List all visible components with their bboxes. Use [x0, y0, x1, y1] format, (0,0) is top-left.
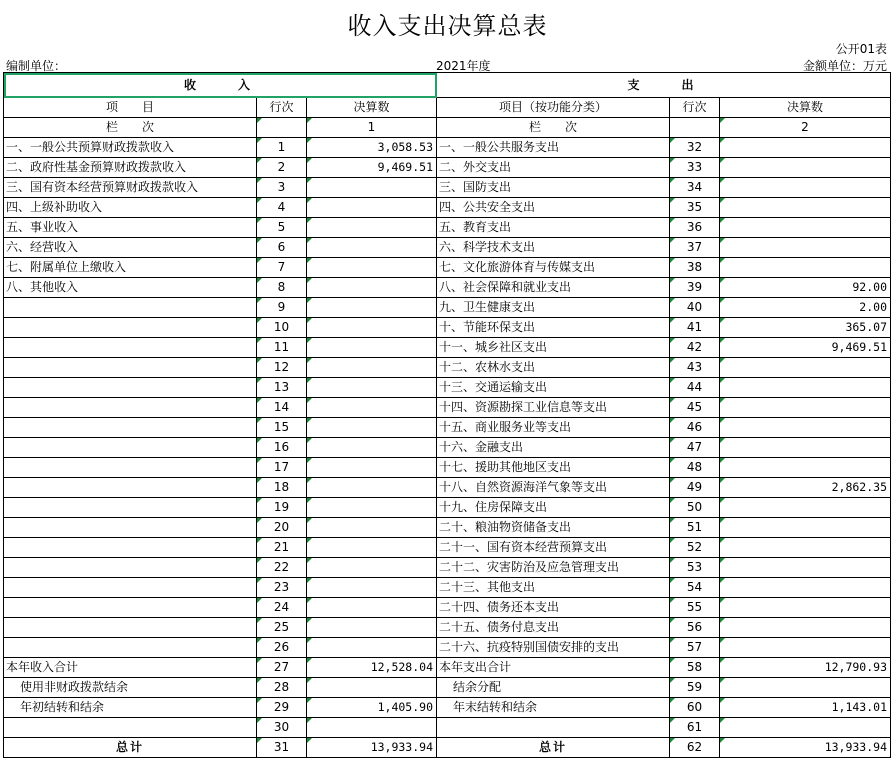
- expense-amount[interactable]: [720, 538, 891, 558]
- expense-item[interactable]: 二十三、其他支出: [437, 578, 670, 598]
- income-amount[interactable]: [307, 598, 437, 618]
- income-item[interactable]: 八、其他收入: [4, 278, 257, 298]
- expense-item[interactable]: 十九、住房保障支出: [437, 498, 670, 518]
- expense-line-no[interactable]: 56: [670, 618, 720, 638]
- income-amount[interactable]: [307, 638, 437, 658]
- income-amount[interactable]: 1,405.90: [307, 698, 437, 718]
- expense-item[interactable]: 二十、粮油物资储备支出: [437, 518, 670, 538]
- expense-item[interactable]: 十六、金融支出: [437, 438, 670, 458]
- expense-item[interactable]: [437, 718, 670, 738]
- expense-line-no[interactable]: 39: [670, 278, 720, 298]
- expense-line-no[interactable]: 58: [670, 658, 720, 678]
- income-line-no[interactable]: 29: [257, 698, 307, 718]
- table-row: [4, 478, 891, 498]
- income-amount[interactable]: [307, 558, 437, 578]
- table-row: [4, 218, 891, 238]
- expense-item[interactable]: 十一、城乡社区支出: [437, 338, 670, 358]
- expense-amount[interactable]: 2.00: [720, 298, 891, 318]
- expense-item[interactable]: 结余分配: [437, 678, 670, 698]
- income-line-no[interactable]: 24: [257, 598, 307, 618]
- income-item[interactable]: [4, 438, 257, 458]
- income-item[interactable]: [4, 538, 257, 558]
- table-row: [4, 458, 891, 478]
- expense-amount[interactable]: 2,862.35: [720, 478, 891, 498]
- expense-amount[interactable]: 12,790.93: [720, 658, 891, 678]
- table-row: [4, 498, 891, 518]
- income-line-no[interactable]: 19: [257, 498, 307, 518]
- income-item[interactable]: [4, 298, 257, 318]
- income-amount[interactable]: [307, 258, 437, 278]
- expense-line-no[interactable]: 42: [670, 338, 720, 358]
- item-header[interactable]: 项 目: [4, 98, 257, 118]
- income-item[interactable]: [4, 318, 257, 338]
- table-row: [4, 698, 891, 718]
- line-no-header-2[interactable]: 行次: [670, 98, 720, 118]
- expense-item[interactable]: 本年支出合计: [437, 658, 670, 678]
- expense-item[interactable]: 四、公共安全支出: [437, 198, 670, 218]
- income-line-no[interactable]: 17: [257, 458, 307, 478]
- income-item[interactable]: [4, 638, 257, 658]
- expense-line-no[interactable]: 50: [670, 498, 720, 518]
- income-amount[interactable]: 12,528.04: [307, 658, 437, 678]
- expense-item[interactable]: 二、外交支出: [437, 158, 670, 178]
- income-item[interactable]: [4, 358, 257, 378]
- expense-line-no[interactable]: 49: [670, 478, 720, 498]
- column-label-2[interactable]: 栏 次: [437, 118, 670, 138]
- expense-amount[interactable]: [720, 678, 891, 698]
- income-item[interactable]: 三、国有资本经营预算财政拨款收入: [4, 178, 257, 198]
- expense-item[interactable]: 年末结转和结余: [437, 698, 670, 718]
- expense-item[interactable]: 二十六、抗疫特别国债安排的支出: [437, 638, 670, 658]
- expense-line-no[interactable]: 48: [670, 458, 720, 478]
- income-total-label[interactable]: 总计: [4, 738, 257, 758]
- income-line-no[interactable]: 12: [257, 358, 307, 378]
- expense-item[interactable]: 一、一般公共服务支出: [437, 138, 670, 158]
- table-row: [4, 418, 891, 438]
- income-line-no[interactable]: 21: [257, 538, 307, 558]
- expense-line-no[interactable]: 41: [670, 318, 720, 338]
- expense-line-no[interactable]: 35: [670, 198, 720, 218]
- income-item[interactable]: 本年收入合计: [4, 658, 257, 678]
- income-amount[interactable]: [307, 578, 437, 598]
- expense-amount[interactable]: 365.07: [720, 318, 891, 338]
- income-item[interactable]: 六、经营收入: [4, 238, 257, 258]
- expense-item[interactable]: 二十四、债务还本支出: [437, 598, 670, 618]
- income-item[interactable]: 二、政府性基金预算财政拨款收入: [4, 158, 257, 178]
- income-amount[interactable]: 3,058.53: [307, 138, 437, 158]
- expense-line-no[interactable]: 38: [670, 258, 720, 278]
- income-line-no[interactable]: 23: [257, 578, 307, 598]
- expense-item[interactable]: 九、卫生健康支出: [437, 298, 670, 318]
- income-amount[interactable]: [307, 178, 437, 198]
- income-amount[interactable]: [307, 298, 437, 318]
- table-row: [4, 138, 891, 158]
- expense-amount[interactable]: [720, 418, 891, 438]
- income-line-no[interactable]: 10: [257, 318, 307, 338]
- income-amount[interactable]: [307, 198, 437, 218]
- expense-amount[interactable]: [720, 258, 891, 278]
- income-line-no[interactable]: 6: [257, 238, 307, 258]
- budget-table: [3, 72, 891, 758]
- expense-amount[interactable]: [720, 618, 891, 638]
- column-number-2[interactable]: 2: [720, 118, 891, 138]
- expense-item[interactable]: 十三、交通运输支出: [437, 378, 670, 398]
- table-row: [4, 678, 891, 698]
- income-item[interactable]: [4, 718, 257, 738]
- expense-amount[interactable]: [720, 198, 891, 218]
- unit-label: 编制单位：: [6, 59, 67, 73]
- income-item[interactable]: [4, 398, 257, 418]
- table-row: [4, 598, 891, 618]
- table-row: [4, 258, 891, 278]
- income-amount[interactable]: [307, 678, 437, 698]
- expense-item[interactable]: 二十一、国有资本经营预算支出: [437, 538, 670, 558]
- expense-line-no[interactable]: 60: [670, 698, 720, 718]
- income-line-no[interactable]: 9: [257, 298, 307, 318]
- expense-line-no[interactable]: 55: [670, 598, 720, 618]
- column-label[interactable]: 栏 次: [4, 118, 257, 138]
- table-row: [4, 538, 891, 558]
- expense-line-no[interactable]: 33: [670, 158, 720, 178]
- income-line-no[interactable]: 2: [257, 158, 307, 178]
- income-line-no[interactable]: 20: [257, 518, 307, 538]
- table-row: [4, 518, 891, 538]
- expense-amount[interactable]: [720, 518, 891, 538]
- expense-amount[interactable]: [720, 138, 891, 158]
- expense-item[interactable]: 二十五、债务付息支出: [437, 618, 670, 638]
- table-row: [4, 438, 891, 458]
- expense-amount[interactable]: [720, 718, 891, 738]
- table-row: [4, 238, 891, 258]
- table-row: [4, 638, 891, 658]
- expense-total-label[interactable]: 总计: [437, 738, 670, 758]
- income-amount[interactable]: [307, 478, 437, 498]
- expense-amount[interactable]: [720, 178, 891, 198]
- income-total-amount[interactable]: 13,933.94: [307, 738, 437, 758]
- expense-amount[interactable]: [720, 498, 891, 518]
- income-line-no[interactable]: 26: [257, 638, 307, 658]
- expense-line-no[interactable]: 59: [670, 678, 720, 698]
- table-row: [4, 558, 891, 578]
- expense-item[interactable]: 十、节能环保支出: [437, 318, 670, 338]
- expense-line-no[interactable]: 51: [670, 518, 720, 538]
- expense-amount[interactable]: [720, 378, 891, 398]
- expense-line-no[interactable]: 36: [670, 218, 720, 238]
- expense-amount[interactable]: [720, 158, 891, 178]
- income-amount[interactable]: [307, 338, 437, 358]
- form-number: 公开01表: [835, 42, 887, 56]
- expense-amount[interactable]: 92.00: [720, 278, 891, 298]
- income-amount[interactable]: [307, 538, 437, 558]
- income-line-no[interactable]: 8: [257, 278, 307, 298]
- income-amount[interactable]: [307, 398, 437, 418]
- table-row: [4, 618, 891, 638]
- expense-item[interactable]: 十七、援助其他地区支出: [437, 458, 670, 478]
- expense-total-line-no[interactable]: 62: [670, 738, 720, 758]
- item-by-function-header[interactable]: 项目（按功能分类）: [437, 98, 670, 118]
- line-no-header[interactable]: 行次: [257, 98, 307, 118]
- expense-section-header[interactable]: 支 出: [437, 73, 891, 98]
- income-line-no[interactable]: 3: [257, 178, 307, 198]
- report-title: 收入支出决算总表: [347, 12, 548, 40]
- expense-amount[interactable]: [720, 558, 891, 578]
- income-item[interactable]: 五、事业收入: [4, 218, 257, 238]
- table-row: [4, 318, 891, 338]
- expense-amount[interactable]: [720, 438, 891, 458]
- income-item[interactable]: 使用非财政拨款结余: [4, 678, 257, 698]
- cell[interactable]: [670, 118, 720, 138]
- expense-item[interactable]: 六、科学技术支出: [437, 238, 670, 258]
- expense-line-no[interactable]: 45: [670, 398, 720, 418]
- expense-line-no[interactable]: 34: [670, 178, 720, 198]
- table-row: [4, 298, 891, 318]
- table-row: [4, 398, 891, 418]
- income-section-header[interactable]: 收 入: [4, 73, 437, 98]
- income-amount[interactable]: 9,469.51: [307, 158, 437, 178]
- income-item[interactable]: [4, 418, 257, 438]
- expense-amount[interactable]: [720, 578, 891, 598]
- income-amount[interactable]: [307, 458, 437, 478]
- income-item[interactable]: [4, 598, 257, 618]
- income-line-no[interactable]: 1: [257, 138, 307, 158]
- table-row: [4, 178, 891, 198]
- income-item[interactable]: 四、上级补助收入: [4, 198, 257, 218]
- expense-line-no[interactable]: 61: [670, 718, 720, 738]
- income-amount[interactable]: [307, 438, 437, 458]
- expense-item[interactable]: 十八、自然资源海洋气象等支出: [437, 478, 670, 498]
- table-row: [4, 378, 891, 398]
- expense-amount[interactable]: [720, 238, 891, 258]
- expense-amount[interactable]: [720, 638, 891, 658]
- income-line-no[interactable]: 16: [257, 438, 307, 458]
- expense-line-no[interactable]: 44: [670, 378, 720, 398]
- income-amount[interactable]: [307, 218, 437, 238]
- income-line-no[interactable]: 27: [257, 658, 307, 678]
- expense-item[interactable]: 八、社会保障和就业支出: [437, 278, 670, 298]
- income-line-no[interactable]: 28: [257, 678, 307, 698]
- income-amount[interactable]: [307, 358, 437, 378]
- income-amount[interactable]: [307, 378, 437, 398]
- income-item[interactable]: [4, 618, 257, 638]
- expense-item[interactable]: 十四、资源勘探工业信息等支出: [437, 398, 670, 418]
- table-row: [4, 658, 891, 678]
- expense-total-amount[interactable]: 13,933.94: [720, 738, 891, 758]
- income-item[interactable]: [4, 378, 257, 398]
- expense-item[interactable]: 五、教育支出: [437, 218, 670, 238]
- income-item[interactable]: [4, 338, 257, 358]
- expense-amount[interactable]: [720, 358, 891, 378]
- income-item[interactable]: [4, 518, 257, 538]
- income-amount[interactable]: [307, 718, 437, 738]
- income-line-no[interactable]: 4: [257, 198, 307, 218]
- expense-item[interactable]: 二十二、灾害防治及应急管理支出: [437, 558, 670, 578]
- expense-amount[interactable]: [720, 458, 891, 478]
- expense-line-no[interactable]: 52: [670, 538, 720, 558]
- expense-line-no[interactable]: 37: [670, 238, 720, 258]
- income-line-no[interactable]: 15: [257, 418, 307, 438]
- table-row: [4, 338, 891, 358]
- income-item[interactable]: [4, 558, 257, 578]
- expense-item[interactable]: 七、文化旅游体育与传媒支出: [437, 258, 670, 278]
- expense-amount[interactable]: [720, 218, 891, 238]
- table-row: [4, 358, 891, 378]
- table-row: [4, 198, 891, 218]
- expense-line-no[interactable]: 43: [670, 358, 720, 378]
- income-amount[interactable]: [307, 618, 437, 638]
- cell[interactable]: [257, 118, 307, 138]
- expense-line-no[interactable]: 57: [670, 638, 720, 658]
- amount-header[interactable]: 决算数: [307, 98, 437, 118]
- income-amount[interactable]: [307, 498, 437, 518]
- total-row: [4, 738, 891, 758]
- income-item[interactable]: [4, 478, 257, 498]
- expense-line-no[interactable]: 46: [670, 418, 720, 438]
- income-item[interactable]: 一、一般公共预算财政拨款收入: [4, 138, 257, 158]
- income-item[interactable]: [4, 578, 257, 598]
- expense-line-no[interactable]: 32: [670, 138, 720, 158]
- expense-amount[interactable]: [720, 598, 891, 618]
- income-amount[interactable]: [307, 238, 437, 258]
- income-line-no[interactable]: 22: [257, 558, 307, 578]
- income-amount[interactable]: [307, 318, 437, 338]
- expense-line-no[interactable]: 47: [670, 438, 720, 458]
- income-line-no[interactable]: 25: [257, 618, 307, 638]
- table-row: [4, 278, 891, 298]
- fiscal-year: 2021年度: [436, 59, 491, 73]
- income-amount[interactable]: [307, 278, 437, 298]
- expense-item[interactable]: 十五、商业服务业等支出: [437, 418, 670, 438]
- amount-header-2[interactable]: 决算数: [720, 98, 891, 118]
- expense-line-no[interactable]: 53: [670, 558, 720, 578]
- table-row: [4, 158, 891, 178]
- income-amount[interactable]: [307, 518, 437, 538]
- income-item[interactable]: [4, 458, 257, 478]
- income-total-line-no[interactable]: 31: [257, 738, 307, 758]
- expense-line-no[interactable]: 54: [670, 578, 720, 598]
- income-line-no[interactable]: 13: [257, 378, 307, 398]
- income-item[interactable]: [4, 498, 257, 518]
- income-line-no[interactable]: 5: [257, 218, 307, 238]
- expense-amount[interactable]: 1,143.01: [720, 698, 891, 718]
- income-item[interactable]: 年初结转和结余: [4, 698, 257, 718]
- income-item[interactable]: 七、附属单位上缴收入: [4, 258, 257, 278]
- expense-line-no[interactable]: 40: [670, 298, 720, 318]
- expense-item[interactable]: 十二、农林水支出: [437, 358, 670, 378]
- amount-unit: 金额单位：万元: [802, 59, 887, 73]
- column-number-1[interactable]: 1: [307, 118, 437, 138]
- table-row: [4, 578, 891, 598]
- income-amount[interactable]: [307, 418, 437, 438]
- income-line-no[interactable]: 18: [257, 478, 307, 498]
- expense-amount[interactable]: [720, 398, 891, 418]
- income-line-no[interactable]: 14: [257, 398, 307, 418]
- expense-item[interactable]: 三、国防支出: [437, 178, 670, 198]
- table-row: [4, 718, 891, 738]
- income-line-no[interactable]: 30: [257, 718, 307, 738]
- expense-amount[interactable]: 9,469.51: [720, 338, 891, 358]
- income-line-no[interactable]: 7: [257, 258, 307, 278]
- income-line-no[interactable]: 11: [257, 338, 307, 358]
